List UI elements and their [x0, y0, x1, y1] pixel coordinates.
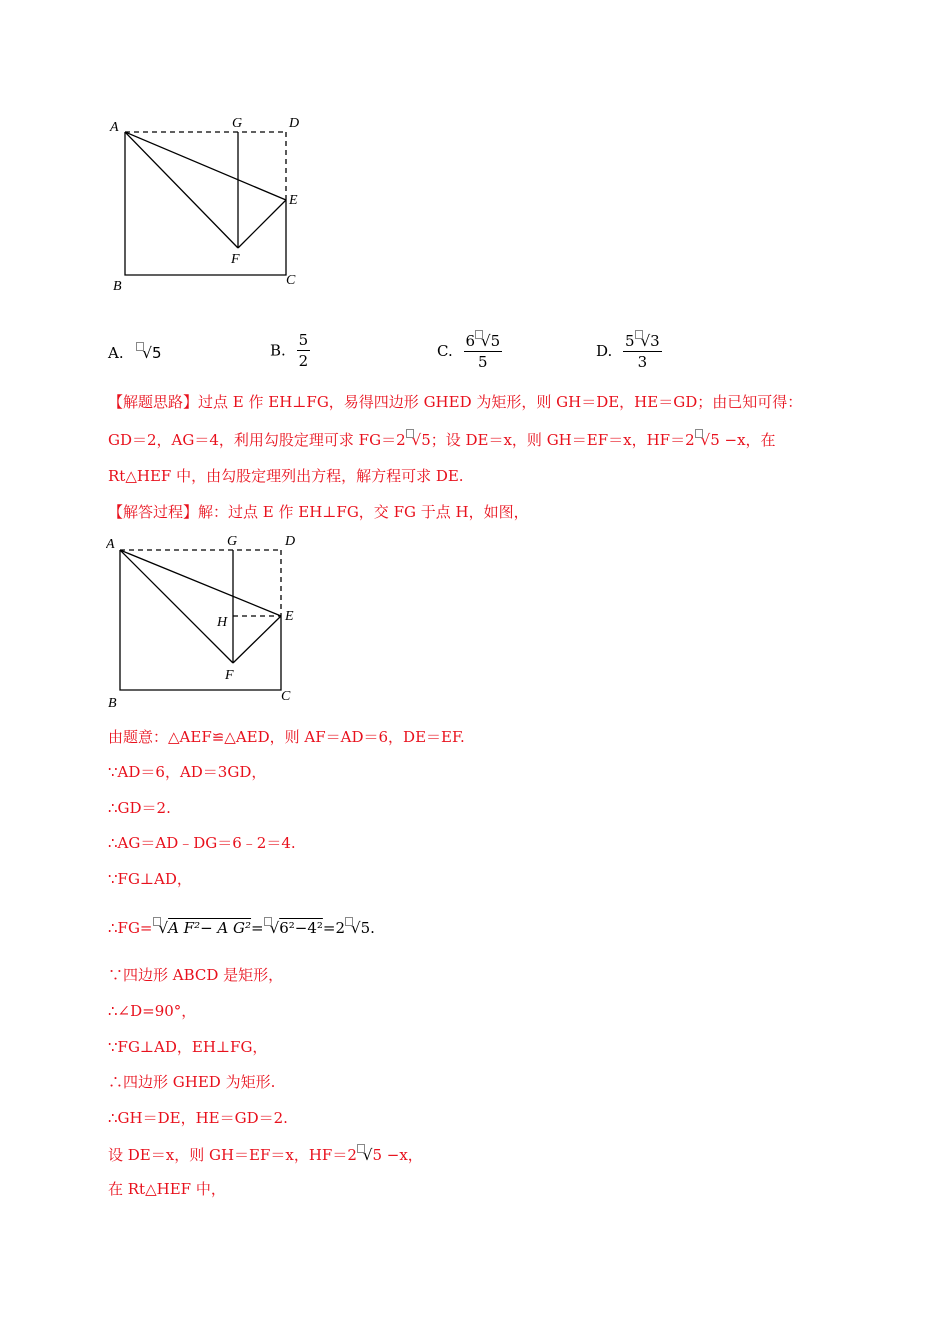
figure-1 [108, 112, 308, 294]
step-5: ∵FG⊥AD， [108, 870, 192, 888]
line-ae [125, 132, 286, 200]
label-d: D [289, 116, 300, 131]
line-af [125, 132, 238, 248]
label-a: A [110, 120, 119, 135]
step-9: ∵FG⊥AD，EH⊥FG， [108, 1038, 268, 1056]
solution-intro: 【解答过程】解：过点 E 作 EH⊥FG，交 FG 于点 H，如图， [108, 503, 529, 521]
label-e: E [289, 193, 298, 208]
label-h: H [217, 615, 228, 630]
label-c: C [281, 689, 291, 704]
step-7: ∵四边形 ABCD 是矩形， [108, 966, 284, 984]
analysis-line-3: Rt△HEF 中，由勾股定理列出方程，解方程可求 DE. [108, 467, 464, 485]
option-c-coef: 6 [465, 332, 476, 350]
option-b-num: 5 [298, 331, 309, 349]
step-10: ∴四边形 GHED 为矩形. [108, 1073, 276, 1091]
option-a-label: A. [108, 344, 124, 362]
option-b-den: 2 [298, 352, 309, 370]
option-b [270, 330, 310, 371]
option-d-den: 3 [637, 353, 648, 371]
label-a: A [106, 537, 115, 552]
label-b: B [108, 696, 117, 711]
label-d: D [285, 534, 296, 549]
step-13: 在 Rt△HEF 中， [108, 1180, 226, 1198]
label-b: B [113, 279, 122, 294]
line-fe [238, 200, 286, 248]
label-c: C [286, 273, 296, 288]
step-3: ∴GD＝2. [108, 799, 171, 817]
analysis-line-2: GD＝2，AG＝4，利用勾股定理可求 FG＝2 √5；设 DE＝x，则 GH＝EF＝x，HF＝2 √5 −x，在 [108, 431, 776, 449]
label-e: E [285, 609, 294, 624]
option-d: D. $\frac{5 √3}{3}$ [596, 332, 660, 371]
step-2: ∵AD＝6，AD＝3GD， [108, 763, 267, 781]
label-g: G [227, 534, 238, 549]
option-a: A. √5 [108, 344, 162, 362]
label-f: F [225, 668, 234, 683]
figure-2 [106, 530, 306, 712]
option-d-coef: 5 [625, 332, 635, 350]
solution-tag: 【解答过程】 [108, 503, 199, 521]
step-1: 由题意：△AEF≌△AED，则 AF＝AD＝6，DE＝EF. [108, 728, 465, 746]
label-g: G [232, 116, 243, 131]
label-f: F [231, 252, 240, 267]
step-11: ∴GH＝DE，HE＝GD＝2. [108, 1109, 288, 1127]
option-d-label: D. [596, 342, 613, 360]
step-8: ∴∠D=90°， [108, 1002, 197, 1020]
analysis-line-1 [108, 392, 802, 412]
step-6: ∴FG= √A F²− A G²= √6²−4²=2 √5. [108, 919, 375, 937]
option-a-radicand: 5 [151, 344, 162, 362]
analysis-tag: 【解题思路】 [108, 393, 199, 411]
option-c-label: C. [437, 342, 453, 360]
option-d-radicand: 3 [650, 332, 660, 350]
analysis-text-1: 过点 E 作 EH⊥FG，易得四边形 GHED 为矩形，则 GH＝DE，HE＝GD；由已知可得： [198, 393, 803, 411]
rect-left-bottom-right [125, 132, 286, 275]
step-12: 设 DE＝x，则 GH＝EF＝x，HF＝2 √5 −x， [108, 1146, 423, 1164]
step-4: ∴AG＝AD﹣DG＝6﹣2＝4. [108, 834, 296, 852]
option-c-den: 5 [478, 353, 488, 371]
option-c: C. $\frac{6 √5}{5}$ [437, 332, 501, 371]
option-b-label: B. [270, 341, 286, 360]
option-c-radicand: 5 [490, 332, 501, 350]
